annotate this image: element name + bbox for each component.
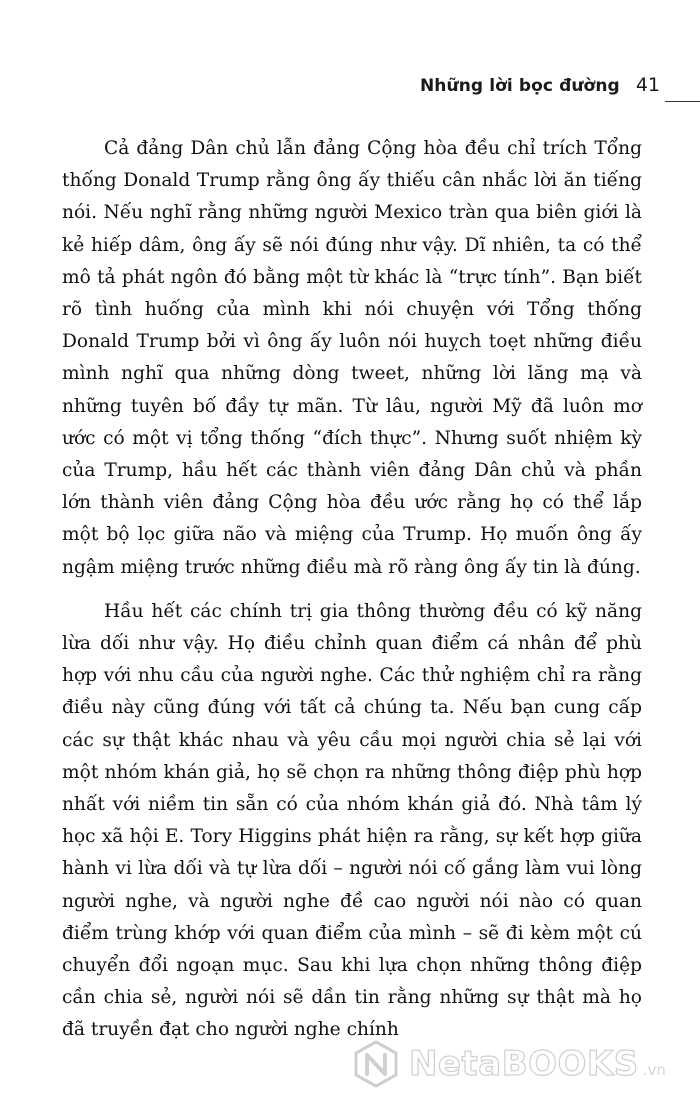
- paragraph-1: Cả đảng Dân chủ lẫn đảng Cộng hòa đều chỉ trích Tổng thống Donald Trump rằng ông ấy thiếu cân nhắc lời ăn tiếng nói. Nếu nghĩ rằng những người Mexico tràn qua biên giới là kẻ hiếp dâm, ông ấy sẽ nói đúng như vậy. Dĩ nhiên, ta có thể mô tả phát ngôn đó bằng một từ khác là “trực tính”. Bạn biết rõ tình huống của mình khi nói chuyện với Tổng thống Donald Trump bởi vì ông ấy luôn nói huỵch toẹt những điều mình nghĩ qua những dòng tweet, những lời lăng mạ và những tuyên bố đầy tự mãn. Từ lâu, người Mỹ đã luôn mơ ước có một vị tổng thống “đích thực”. Nhưng suốt nhiệm kỳ của Trump, hầu hết các thành viên đảng Dân chủ và phần lớn thành viên đảng Cộng hòa đều ước rằng họ có thể lắp một bộ lọc giữa não và miệng của Trump. Họ muốn ông ấy ngậm miệng trước những điều mà rõ ràng ông ấy tin là đúng.: [62, 138, 642, 578]
- page-number: 41: [635, 74, 660, 96]
- watermark-suffix: .vn: [642, 1061, 666, 1079]
- neta-logo-icon: [353, 1040, 399, 1088]
- body-text: [62, 133, 642, 1047]
- running-title: Những lời bọc đường: [419, 76, 620, 96]
- watermark: [353, 1040, 666, 1088]
- running-header: [420, 74, 660, 96]
- header-rule: [665, 101, 700, 102]
- paragraph-2: Hầu hết các chính trị gia thông thường đều có kỹ năng lừa dối như vậy. Họ điều chỉnh quan điểm cá nhân để phù hợp với nhu cầu của người nghe. Các thử nghiệm chỉ ra rằng điều này cũng đúng với tất cả chúng ta. Nếu bạn cung cấp các sự thật khác nhau và yêu cầu mọi người chia sẻ lại với một nhóm khán giả, họ sẽ chọn ra những thông điệp phù hợp nhất với niềm tin sẵn có của nhóm khán giả đó. Nhà tâm lý học xã hội E. Tory Higgins phát hiện ra rằng, sự kết hợp giữa hành vi lừa dối và tự lừa dối – người nói cố gắng làm vui lòng người nghe, và người nghe đề cao người nói nào có quan điểm trùng khớp với quan điểm của mình – sẽ đi kèm một cú chuyển đổi ngoạn mục. Sau khi lựa chọn những thông điệp cần chia sẻ, người nói sẽ dần tin rằng những sự thật mà họ đã truyền đạt cho người nghe chính: [62, 600, 642, 1041]
- watermark-brand: NetaBOOKS: [409, 1044, 639, 1084]
